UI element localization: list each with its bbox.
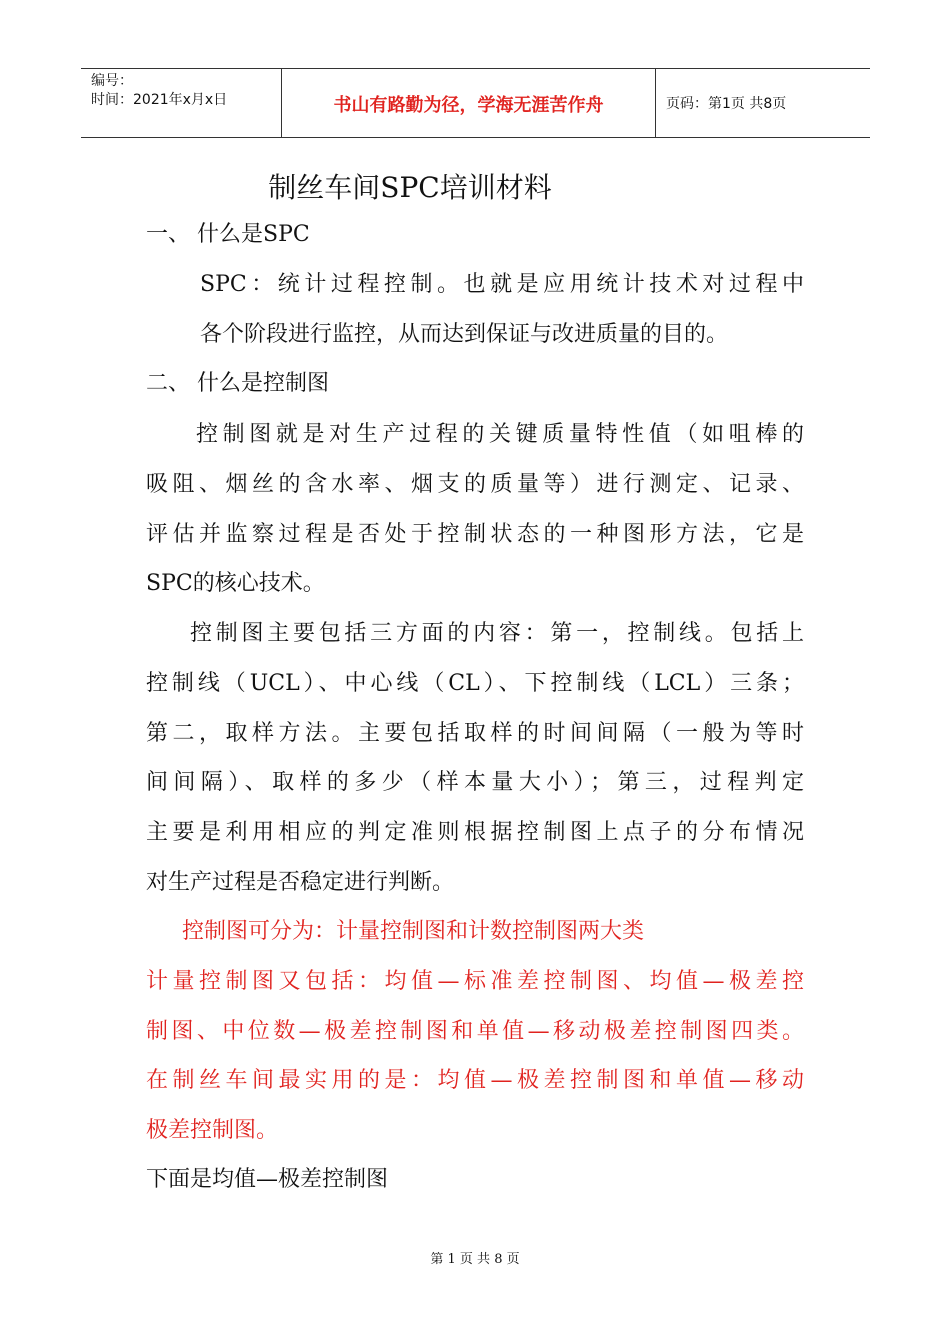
section2-heading: 二、 什么是控制图 [146, 371, 329, 396]
document-title: 制丝车间SPC培训材料 [268, 171, 552, 204]
paragraph-line: 主要是利用相应的判定准则根据控制图上点子的分布情况 [146, 820, 804, 845]
paragraph-line: SPC：统计过程控制。也就是应用统计技术对过程中 [200, 272, 804, 297]
section1-heading: 一、 什么是SPC [146, 222, 310, 247]
paragraph-line: 控制图就是对生产过程的关键质量特性值（如咀棒的 [196, 422, 804, 447]
document-time-label: 时间：2021年x月x日 [91, 92, 228, 108]
paragraph-line: 间间隔）、取样的多少（样本量大小）；第三，过程判定 [146, 770, 804, 795]
document-header-table [81, 68, 870, 138]
highlight-line: 控制图可分为：计量控制图和计数控制图两大类 [182, 919, 645, 944]
header-page-label: 页码：第1页 共8页 [666, 96, 787, 112]
paragraph-line: 控制线（UCL）、中心线（CL）、下控制线（LCL）三条； [146, 671, 804, 696]
header-page-cell [655, 69, 870, 137]
paragraph-line: 评估并监察过程是否处于控制状态的一种图形方法，它是 [146, 522, 804, 547]
paragraph-line: SPC的核心技术。 [146, 571, 325, 596]
highlight-line: 极差控制图。 [146, 1118, 279, 1143]
highlight-line: 计量控制图又包括：均值—标准差控制图、均值—极差控 [146, 969, 804, 994]
highlight-line: 制图、中位数—极差控制图和单值—移动极差控制图四类。 [146, 1019, 804, 1044]
paragraph-line: 各个阶段进行监控，从而达到保证与改进质量的目的。 [200, 322, 729, 347]
document-number-label: 编号： [91, 73, 133, 89]
paragraph-line: 第二，取样方法。主要包括取样的时间间隔（一般为等时 [146, 721, 804, 746]
header-info-cell [81, 69, 281, 137]
page-footer: 第 1 页 共 8 页 [430, 1252, 520, 1267]
header-motto-cell [281, 69, 656, 137]
paragraph-line: 吸阻、烟丝的含水率、烟支的质量等）进行测定、记录、 [146, 472, 804, 497]
highlight-line: 在制丝车间最实用的是：均值—极差控制图和单值—移动 [146, 1068, 804, 1093]
header-motto: 书山有路勤为径，学海无涯苦作舟 [333, 95, 604, 116]
closing-line: 下面是均值—极差控制图 [146, 1167, 389, 1192]
paragraph-line: 对生产过程是否稳定进行判断。 [146, 870, 455, 895]
paragraph-line: 控制图主要包括三方面的内容：第一，控制线。包括上 [190, 621, 804, 646]
